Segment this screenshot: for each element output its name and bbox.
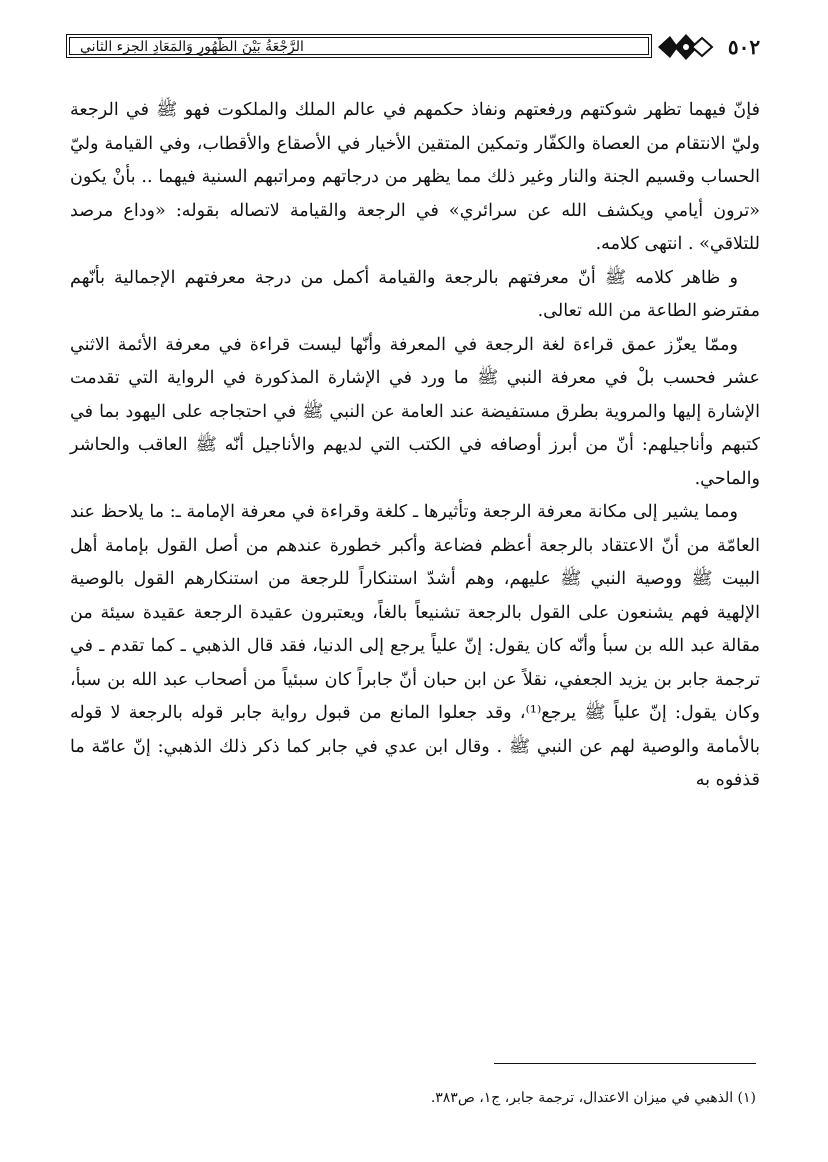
- page-number: ٥٠٢: [727, 35, 761, 59]
- paragraph: وممّا يعزّز عمق قراءة لغة الرجعة في المعرفة وأنّها ليست قراءة في معرفة الأئمة الاثني عشر فحسب بلْ في معرفة النبي ﷺ ما ورد في الإشارة المذكورة في الرواية التي تقدمت الإشارة إليها والمروية بطرق مستفيضة عند العامة عن النبي ﷺ في احتجاجه على اليهود بما في كتبهم وأناجيلهم: أنّ من أبرز أوصافه في الكتب التي لديهم والأناجيل أنّه ﷺ العاقب والحاشر والماحي.: [70, 334, 760, 489]
- book-title: الرَّجْعَةُ بَيْنَ الظُّهُورِ وَالمَعَادِ: [152, 39, 304, 55]
- paragraph: ومما يشير إلى مكانة معرفة الرجعة وتأثيرها ـ كلغة وقراءة في معرفة الإمامة ـ: ما يلاحظ عند العامّة من أنّ الاعتقاد بالرجعة أعظم فضاعة وأكبر خطورة عندهم من أصل القول بإمامة أهل البيت ﷺ ووصية النبي ﷺ عليهم، وهم أشدّ استنكاراً للرجعة من استنكارهم القول بالوصية الإلهية فهم يشنعون على القول بالرجعة تشنيعاً بالغاً، ويعتبرون عقيدة الرجعة عقيدة سيئة من مقالة عبد الله بن سبأ وأنّه كان يقول: إنّ علياً يرجع إلى الدنيا، فقد قال الذهبي ـ كما تقدم ـ في ترجمة جابر بن يزيد الجعفي، نقلاً عن ابن حبان أنّ جابراً كان سبئياً من أصحاب عبد الله بن سبأ، وكان يقول: إنّ علياً ﷺ يرجع⁽¹⁾، وقد جعلوا المانع من قبول رواية جابر قوله بالرجعة لا قوله بالأمامة والوصية لهم عن النبي ﷺ . وقال ابن عدي في جابر كما ذكر ذلك الذهبي: إنّ عامّة ما قذفوه به: [70, 502, 760, 790]
- footnote-divider: [494, 1063, 756, 1064]
- paragraph: فإنّ فيهما تظهر شوكتهم ورفعتهم ونفاذ حكمهم في عالم الملك والملكوت فهو ﷺ في الرجعة وليّ الانتقام من العصاة والكفّار وتمكين المتقين الأخيار في الأصقاع والأقطاب، وفي القيامة وليّ الحساب وقسيم الجنة والنار وغير ذلك مما يظهر من درجاتهم ومراتبهم السنية فيهما .. بأنْ يكون «ترون أيامي ويكشف الله عن سرائري» في الرجعة والقيامة لاتصاله بقوله: «وداع مرصد للتلاقي» . انتهى كلامه.: [70, 100, 760, 254]
- main-text: [70, 94, 760, 798]
- ornament-icon: [656, 30, 716, 64]
- volume-label: الجزء الثاني: [80, 39, 149, 55]
- footnote: (١) الذهبي في ميزان الاعتدال، ترجمة جابر، ج١، ص٣٨٣.: [430, 1090, 756, 1106]
- running-title: [80, 38, 640, 56]
- page-header: [66, 30, 766, 64]
- paragraph: و ظاهر كلامه ﷺ أنّ معرفتهم بالرجعة والقيامة أكمل من درجة معرفتهم الإجمالية بأنّهم مفترضو الطاعة من الله تعالى.: [70, 267, 760, 321]
